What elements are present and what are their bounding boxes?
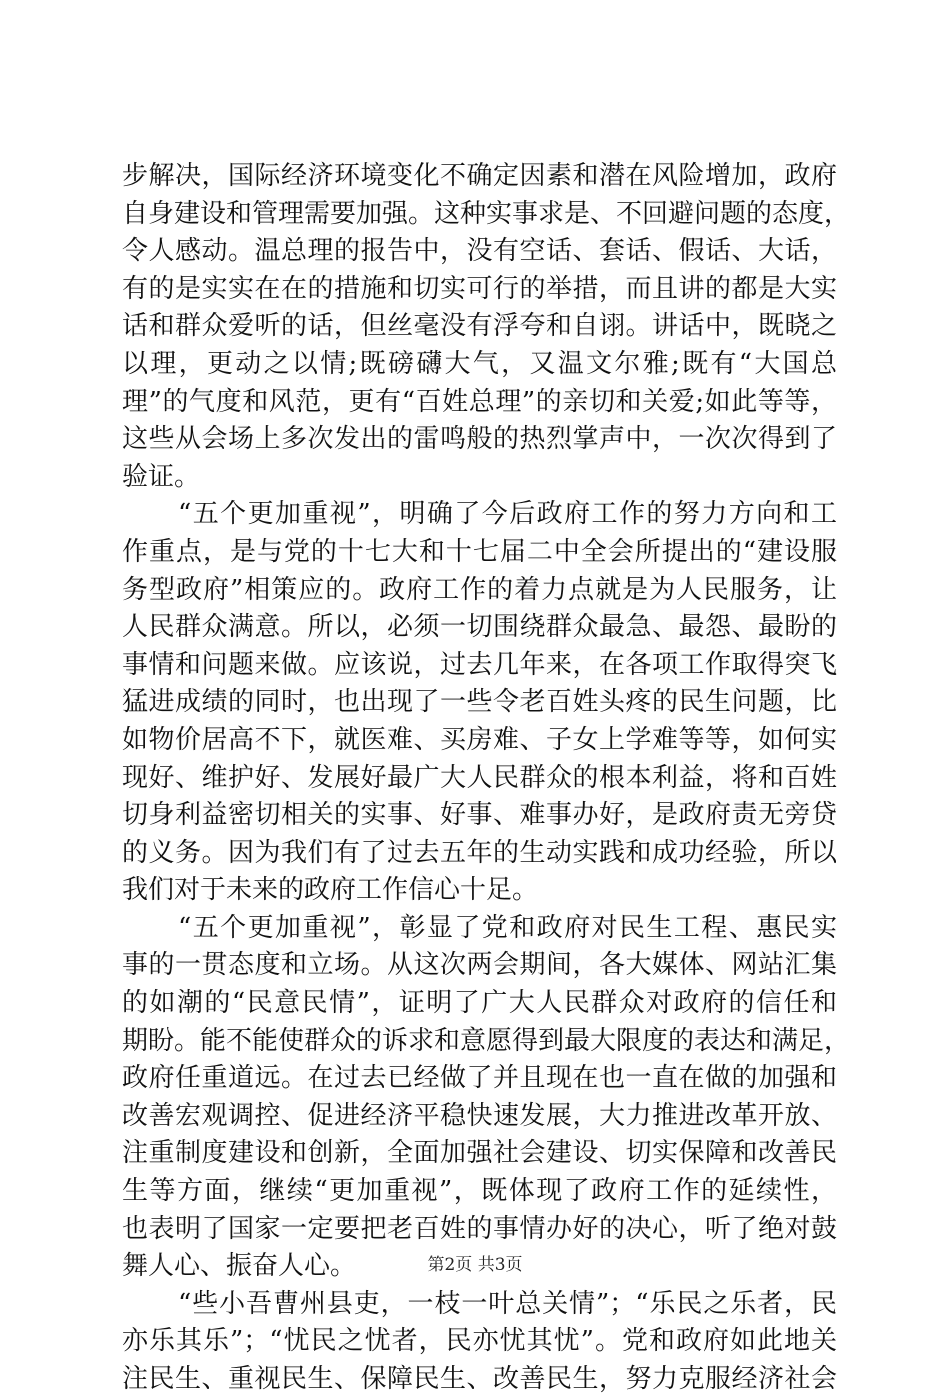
- text-line: 理”的气度和风范，更有“百姓总理”的亲切和关爱;如此等等，: [122, 386, 837, 417]
- text-line: 现好、维护好、发展好最广大人民群众的根本利益，将和百姓: [122, 762, 837, 793]
- text-line: 事的一贯态度和立场。从这次两会期间，各大媒体、网站汇集: [122, 950, 837, 981]
- text-line: 舞人心、振奋人心。: [122, 1251, 357, 1282]
- text-line: 人民群众满意。所以，必须一切围绕群众最急、最怨、最盼的: [122, 612, 837, 643]
- text-line: 验证。: [122, 461, 201, 492]
- text-line: 这些从会场上多次发出的雷鸣般的热烈掌声中，一次次得到了: [122, 424, 837, 455]
- text-line: “五个更加重视”，彰显了党和政府对民生工程、惠民实: [178, 912, 837, 943]
- text-line: 亦乐其乐”；“忧民之忧者，民亦忧其忧”。党和政府如此地关: [122, 1326, 837, 1357]
- text-line: 的义务。因为我们有了过去五年的生动实践和成功经验，所以: [122, 837, 837, 868]
- text-line: 事情和问题来做。应该说，过去几年来，在各项工作取得突飞: [122, 649, 837, 680]
- text-line: 作重点，是与党的十七大和十七届二中全会所提出的“建设服: [122, 536, 837, 567]
- text-line: 也表明了国家一定要把老百姓的事情办好的决心，听了绝对鼓: [122, 1213, 837, 1244]
- text-line: 如物价居高不下，就医难、买房难、子女上学难等等，如何实: [122, 724, 837, 755]
- text-line: 切身利益密切相关的实事、好事、难事办好，是政府责无旁贷: [122, 800, 837, 831]
- text-line: 猛进成绩的同时，也出现了一些令老百姓头疼的民生问题，比: [122, 687, 837, 718]
- text-line: 话和群众爱听的话，但丝毫没有浮夸和自诩。讲话中，既晓之: [122, 311, 837, 342]
- text-line: 有的是实实在在的措施和切实可行的举措，而且讲的都是大实: [122, 273, 837, 304]
- text-line: 步解决，国际经济环境变化不确定因素和潜在风险增加，政府: [122, 161, 837, 191]
- text-line: 期盼。能不能使群众的诉求和意愿得到最大限度的表达和满足，: [122, 1025, 851, 1056]
- text-line: 的如潮的“民意民情”，证明了广大人民群众对政府的信任和: [122, 988, 837, 1019]
- text-line: 政府任重道远。在过去已经做了并且现在也一直在做的加强和: [122, 1063, 837, 1094]
- text-line: 注重制度建设和创新，全面加强社会建设、切实保障和改善民: [122, 1138, 837, 1169]
- text-line: 令人感动。温总理的报告中，没有空话、套话、假话、大话，: [122, 236, 837, 267]
- text-line: 务型政府”相策应的。政府工作的着力点就是为人民服务，让: [122, 574, 837, 605]
- text-line: “五个更加重视”，明确了今后政府工作的努力方向和工: [178, 499, 837, 530]
- document-body: [122, 158, 851, 1399]
- page-footer: 第2页 共3页: [427, 1255, 523, 1275]
- text-line: 自身建设和管理需要加强。这种实事求是、不回避问题的态度，: [122, 198, 851, 229]
- text-line: “些小吾曹州县吏，一枝一叶总关情”；“乐民之乐者，民: [178, 1288, 837, 1319]
- text-line: 我们对于未来的政府工作信心十足。: [122, 875, 539, 906]
- text-line: 注民生、重视民生、保障民生、改善民生，努力克服经济社会: [122, 1364, 837, 1394]
- text-line: 改善宏观调控、促进经济平稳快速发展，大力推进改革开放、: [122, 1100, 837, 1131]
- text-line: 生等方面，继续“更加重视”，既体现了政府工作的延续性，: [122, 1176, 837, 1207]
- text-line: 以理，更动之以情;既磅礴大气，又温文尔雅;既有“大国总: [122, 348, 837, 379]
